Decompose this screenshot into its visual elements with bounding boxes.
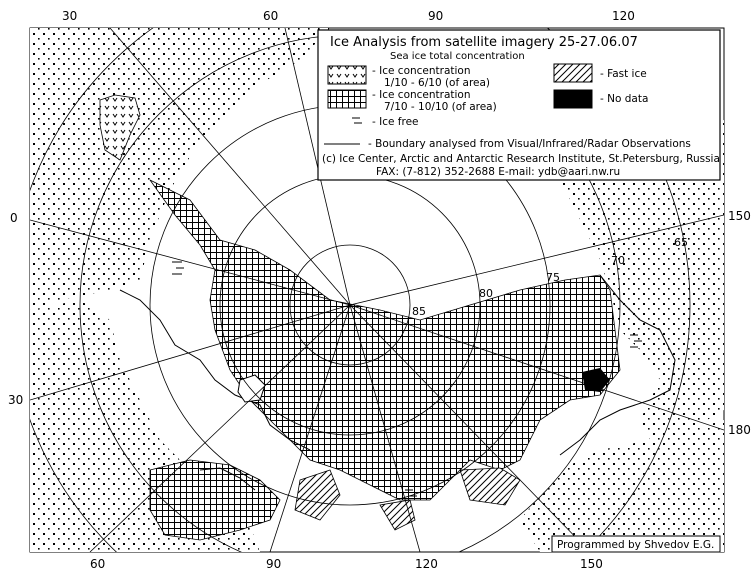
lon-right-150-label: 150	[728, 209, 751, 223]
legend-ice-free-label: - Ice free	[372, 116, 419, 128]
lon-right-180-label: 180	[728, 423, 751, 437]
lon-top-60-label: 60	[263, 9, 279, 23]
legend-no-data-label: - No data	[600, 93, 649, 105]
footer-credit	[552, 536, 720, 552]
legend-close-ice-line2: 7/10 - 10/10 (of area)	[384, 101, 497, 113]
legend-close-ice-swatch	[328, 90, 366, 108]
lat-65-label: 65	[674, 236, 688, 249]
legend-open-ice-line1: - Ice concentration	[372, 65, 471, 77]
legend-credit: (c) Ice Center, Arctic and Antarctic Research Institute, St.Petersburg, Russia	[322, 153, 720, 165]
legend-fast-ice-label: - Fast ice	[600, 68, 647, 80]
lat-80-label: 80	[479, 287, 493, 300]
lon-left-30-label: 30	[8, 393, 24, 407]
lon-bottom-60-label: 60	[90, 557, 106, 571]
legend-boundary-label: - Boundary analysed from Visual/Infrared/Radar Observations	[368, 138, 691, 150]
lon-bottom-120-label: 120	[415, 557, 438, 571]
lat-70-label: 70	[611, 254, 625, 267]
legend-close-ice-line1: - Ice concentration	[372, 89, 471, 101]
lon-top-30-label: 30	[62, 9, 78, 23]
legend-open-ice-swatch	[328, 66, 366, 84]
legend-subtitle: Sea ice total concentration	[390, 51, 525, 62]
legend-contact: FAX: (7-812) 352-2688 E-mail: ydb@aari.nw.ru	[376, 166, 621, 178]
legend-no-data-swatch	[554, 90, 592, 108]
lon-bottom-150-label: 150	[580, 557, 603, 571]
legend-title: Ice Analysis from satellite imagery 25-27.06.07	[330, 35, 638, 50]
legend-panel	[318, 30, 720, 180]
lon-top-90-label: 90	[428, 9, 444, 23]
lon-bottom-90-label: 90	[266, 557, 282, 571]
legend-open-ice-line2: 1/10 - 6/10 (of area)	[384, 77, 491, 89]
lat-85-label: 85	[412, 305, 426, 318]
footer-text: Programmed by Shvedov E.G.	[557, 539, 715, 551]
legend-fast-ice-swatch	[554, 64, 592, 82]
lon-top-120-label: 120	[612, 9, 635, 23]
lat-75-label: 75	[546, 271, 560, 284]
lon-left-0-label: 0	[10, 211, 18, 225]
